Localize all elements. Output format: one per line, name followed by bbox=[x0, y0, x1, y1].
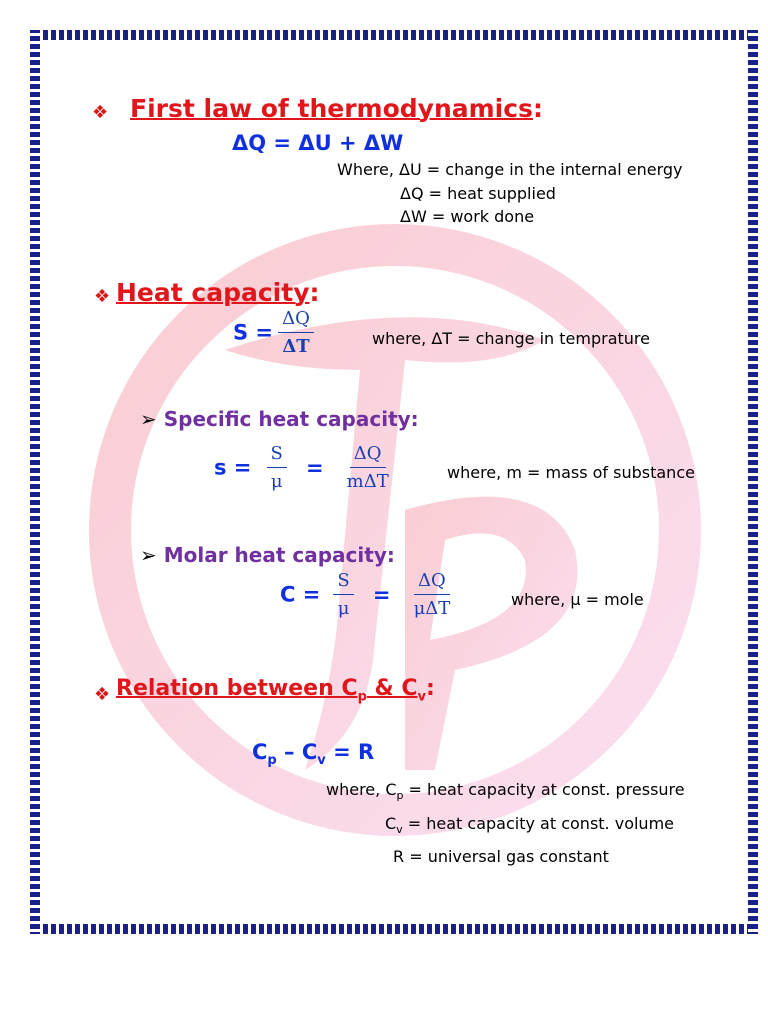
fraction-denominator: mΔT bbox=[346, 471, 389, 492]
fraction-numerator: S bbox=[267, 443, 287, 468]
arrow-bullet-icon: ➢ bbox=[140, 543, 157, 567]
fraction-numerator: ΔQ bbox=[350, 443, 386, 468]
equals-sign: = bbox=[372, 582, 391, 607]
fraction-numerator: ΔQ bbox=[414, 570, 450, 595]
page-border-left bbox=[30, 30, 40, 934]
fraction-numerator: S bbox=[333, 570, 353, 595]
fraction bbox=[278, 308, 314, 357]
molar-formula bbox=[280, 570, 454, 619]
relation-equation: $C_p - C_v = R$ bbox=[252, 740, 375, 769]
molar-title: Molar heat capacity: bbox=[163, 543, 395, 567]
bullet-icon: ❖ bbox=[94, 684, 111, 705]
page-border-right bbox=[748, 30, 758, 934]
equals-sign: = bbox=[305, 455, 324, 480]
fraction-denominator: μΔT bbox=[413, 598, 451, 619]
fraction bbox=[410, 570, 455, 619]
specific-heading bbox=[140, 407, 419, 431]
fraction-denominator: ΔT bbox=[282, 336, 310, 357]
fraction bbox=[333, 570, 353, 619]
specific-formula bbox=[214, 443, 393, 492]
specific-title: Specific heat capacity: bbox=[163, 407, 419, 431]
page-border-bottom bbox=[30, 924, 758, 934]
first-law-equation: ΔQ = ΔU + ΔW bbox=[232, 131, 404, 155]
heat-capacity-formula bbox=[233, 308, 314, 357]
relation-note-3: R = universal gas constant bbox=[393, 847, 609, 866]
heat-capacity-title: Heat capacity bbox=[116, 278, 310, 307]
first-law-note-3: ΔW = work done bbox=[400, 207, 535, 226]
relation-title: Relation between $C_p$ & $C_v$ bbox=[116, 676, 427, 705]
relation-heading bbox=[116, 676, 435, 704]
heat-capacity-heading bbox=[116, 278, 320, 307]
relation-note-2: $C_v$ = heat capacity at const. volume bbox=[385, 814, 674, 837]
fraction-denominator: μ bbox=[337, 598, 350, 619]
fraction bbox=[267, 443, 287, 492]
arrow-bullet-icon: ➢ bbox=[140, 407, 157, 431]
specific-note: where, m = mass of substance bbox=[447, 463, 695, 482]
first-law-note-2: ΔQ = heat supplied bbox=[400, 184, 556, 203]
heading-colon: : bbox=[532, 94, 543, 123]
bullet-icon: ❖ bbox=[94, 286, 111, 307]
fraction bbox=[343, 443, 393, 492]
formula-lhs: S = bbox=[233, 320, 274, 345]
heading-colon: : bbox=[309, 278, 320, 307]
fraction-numerator: ΔQ bbox=[278, 308, 314, 333]
formula-lhs: C = bbox=[280, 582, 321, 607]
fraction-denominator: μ bbox=[270, 471, 283, 492]
bullet-icon: ❖ bbox=[92, 102, 109, 123]
first-law-title: First law of thermodynamics bbox=[130, 94, 533, 123]
heat-capacity-note: where, ΔT = change in temprature bbox=[372, 329, 650, 348]
heading-colon: : bbox=[426, 676, 435, 701]
molar-note: where, μ = mole bbox=[511, 590, 644, 609]
first-law-note-1: Where, ΔU = change in the internal energy bbox=[337, 160, 683, 179]
formula-lhs: s = bbox=[214, 455, 252, 480]
page-border-top bbox=[30, 30, 758, 40]
first-law-heading bbox=[130, 94, 543, 123]
molar-heading bbox=[140, 543, 395, 567]
relation-note-1: where, $C_p$ = heat capacity at const. pressure bbox=[326, 780, 685, 803]
